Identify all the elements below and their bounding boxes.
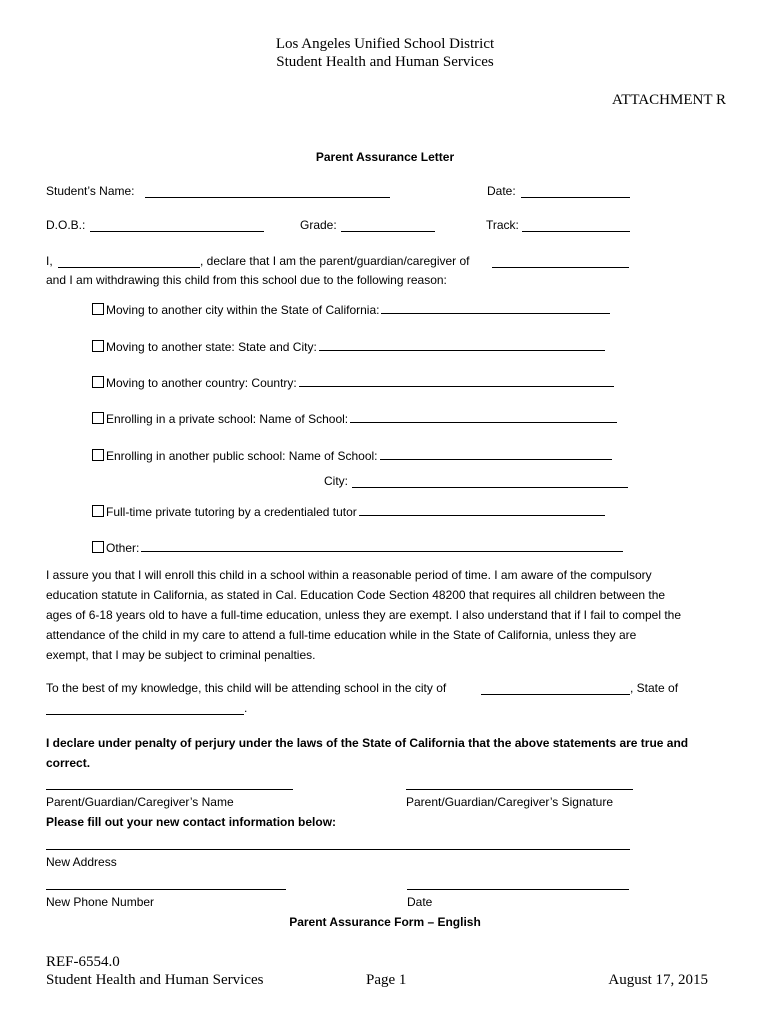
reason-row-tutoring (92, 505, 605, 519)
assurance-line: exempt, that I may be subject to criminal penalties. (46, 648, 316, 662)
public-school-city-label: City: (324, 474, 348, 488)
footer-page: Page 1 (366, 972, 407, 988)
child-name-field[interactable] (492, 267, 629, 268)
student-name-field[interactable] (145, 197, 390, 198)
parent-name-label: Parent/Guardian/Caregiver’s Name (46, 795, 234, 809)
reason-row-private-school (92, 412, 617, 426)
reason-row-state (92, 340, 605, 354)
new-phone-field[interactable] (46, 889, 286, 890)
attachment-label: ATTACHMENT R (612, 92, 726, 108)
state-label: , State of (630, 681, 679, 695)
contact-heading: Please fill out your new contact information below: (46, 815, 337, 829)
assurance-paragraph (46, 565, 724, 665)
reason-label: Enrolling in a private school: Name of School: (106, 412, 349, 426)
attending-city-field[interactable] (481, 694, 630, 695)
state-period: . (244, 701, 248, 715)
checkbox-icon[interactable] (92, 449, 104, 461)
reason-field[interactable] (359, 515, 605, 516)
checkbox-icon[interactable] (92, 541, 104, 553)
penalty-line-2: correct. (46, 756, 91, 770)
attending-state-field[interactable] (46, 714, 244, 715)
date-field[interactable] (521, 197, 630, 198)
reason-field[interactable] (299, 386, 614, 387)
reason-field[interactable] (141, 551, 623, 552)
footer-ref: REF-6554.0 (46, 954, 120, 970)
assurance-line: attendance of the child in my care to attend a full-time education while in the State of California, unless they are (46, 628, 637, 642)
checkbox-icon[interactable] (92, 303, 104, 315)
parent-signature-label: Parent/Guardian/Caregiver’s Signature (406, 795, 614, 809)
assurance-line: education statute in California, as stated in Cal. Education Code Section 48200 that requires all children between the (46, 588, 666, 602)
new-address-label: New Address (46, 855, 117, 869)
reason-field[interactable] (350, 422, 617, 423)
parent-name-signature-field[interactable] (46, 789, 293, 790)
penalty-line-1: I declare under penalty of perjury under the laws of the State of California that the above statements are true and (46, 736, 689, 750)
department-name: Student Health and Human Services (276, 54, 494, 70)
reason-label: Moving to another country: Country: (106, 376, 297, 390)
dob-label: D.O.B.: (46, 218, 86, 232)
public-school-city-field[interactable] (352, 487, 628, 488)
reason-row-public-school (92, 449, 612, 463)
reason-label: Enrolling in another public school: Name of School: (106, 449, 378, 463)
footer-department: Student Health and Human Services (46, 972, 264, 988)
footer-date: August 17, 2015 (608, 972, 708, 988)
reason-row-other (92, 541, 623, 555)
declaration-prefix: I, (46, 254, 53, 268)
declaration-line2: and I am withdrawing this child from this school due to the following reason: (46, 273, 447, 287)
reason-field[interactable] (381, 313, 610, 314)
checkbox-icon[interactable] (92, 376, 104, 388)
reason-field[interactable] (319, 350, 605, 351)
new-phone-label: New Phone Number (46, 895, 155, 909)
form-name: Parent Assurance Form – English (289, 915, 481, 929)
declaration-text: , declare that I am the parent/guardian/caregiver of (200, 254, 470, 268)
track-label: Track: (486, 218, 519, 232)
reason-label: Moving to another state: State and City: (106, 340, 317, 354)
reason-label: Full-time private tutoring by a credentialed tutor (106, 505, 357, 519)
form-title: Parent Assurance Letter (315, 150, 455, 164)
reason-row-country (92, 376, 614, 390)
track-field[interactable] (522, 231, 630, 232)
parent-name-field[interactable] (58, 267, 200, 268)
checkbox-icon[interactable] (92, 505, 104, 517)
city-line-text: To the best of my knowledge, this child will be attending school in the city of (46, 681, 447, 695)
reason-label: Other: (106, 541, 140, 555)
reason-label: Moving to another city within the State of California: (106, 303, 380, 317)
assurance-line: I assure you that I will enroll this child in a school within a reasonable period of time. I am aware of the compulsory (46, 568, 652, 582)
reason-field[interactable] (380, 459, 612, 460)
contact-date-label: Date (407, 895, 433, 909)
date-label: Date: (487, 184, 516, 198)
grade-field[interactable] (341, 231, 435, 232)
new-address-field[interactable] (46, 849, 630, 850)
checkbox-icon[interactable] (92, 340, 104, 352)
district-name: Los Angeles Unified School District (275, 36, 495, 52)
contact-date-field[interactable] (407, 889, 629, 890)
checkbox-icon[interactable] (92, 412, 104, 424)
grade-label: Grade: (300, 218, 337, 232)
student-name-label: Student’s Name: (46, 184, 135, 198)
parent-signature-field[interactable] (406, 789, 633, 790)
reason-row-city (92, 303, 610, 317)
dob-field[interactable] (90, 231, 264, 232)
assurance-line: ages of 6-18 years old to have a full-time education, unless they are exempt. I also understand that if I fail to compel the (46, 608, 682, 622)
